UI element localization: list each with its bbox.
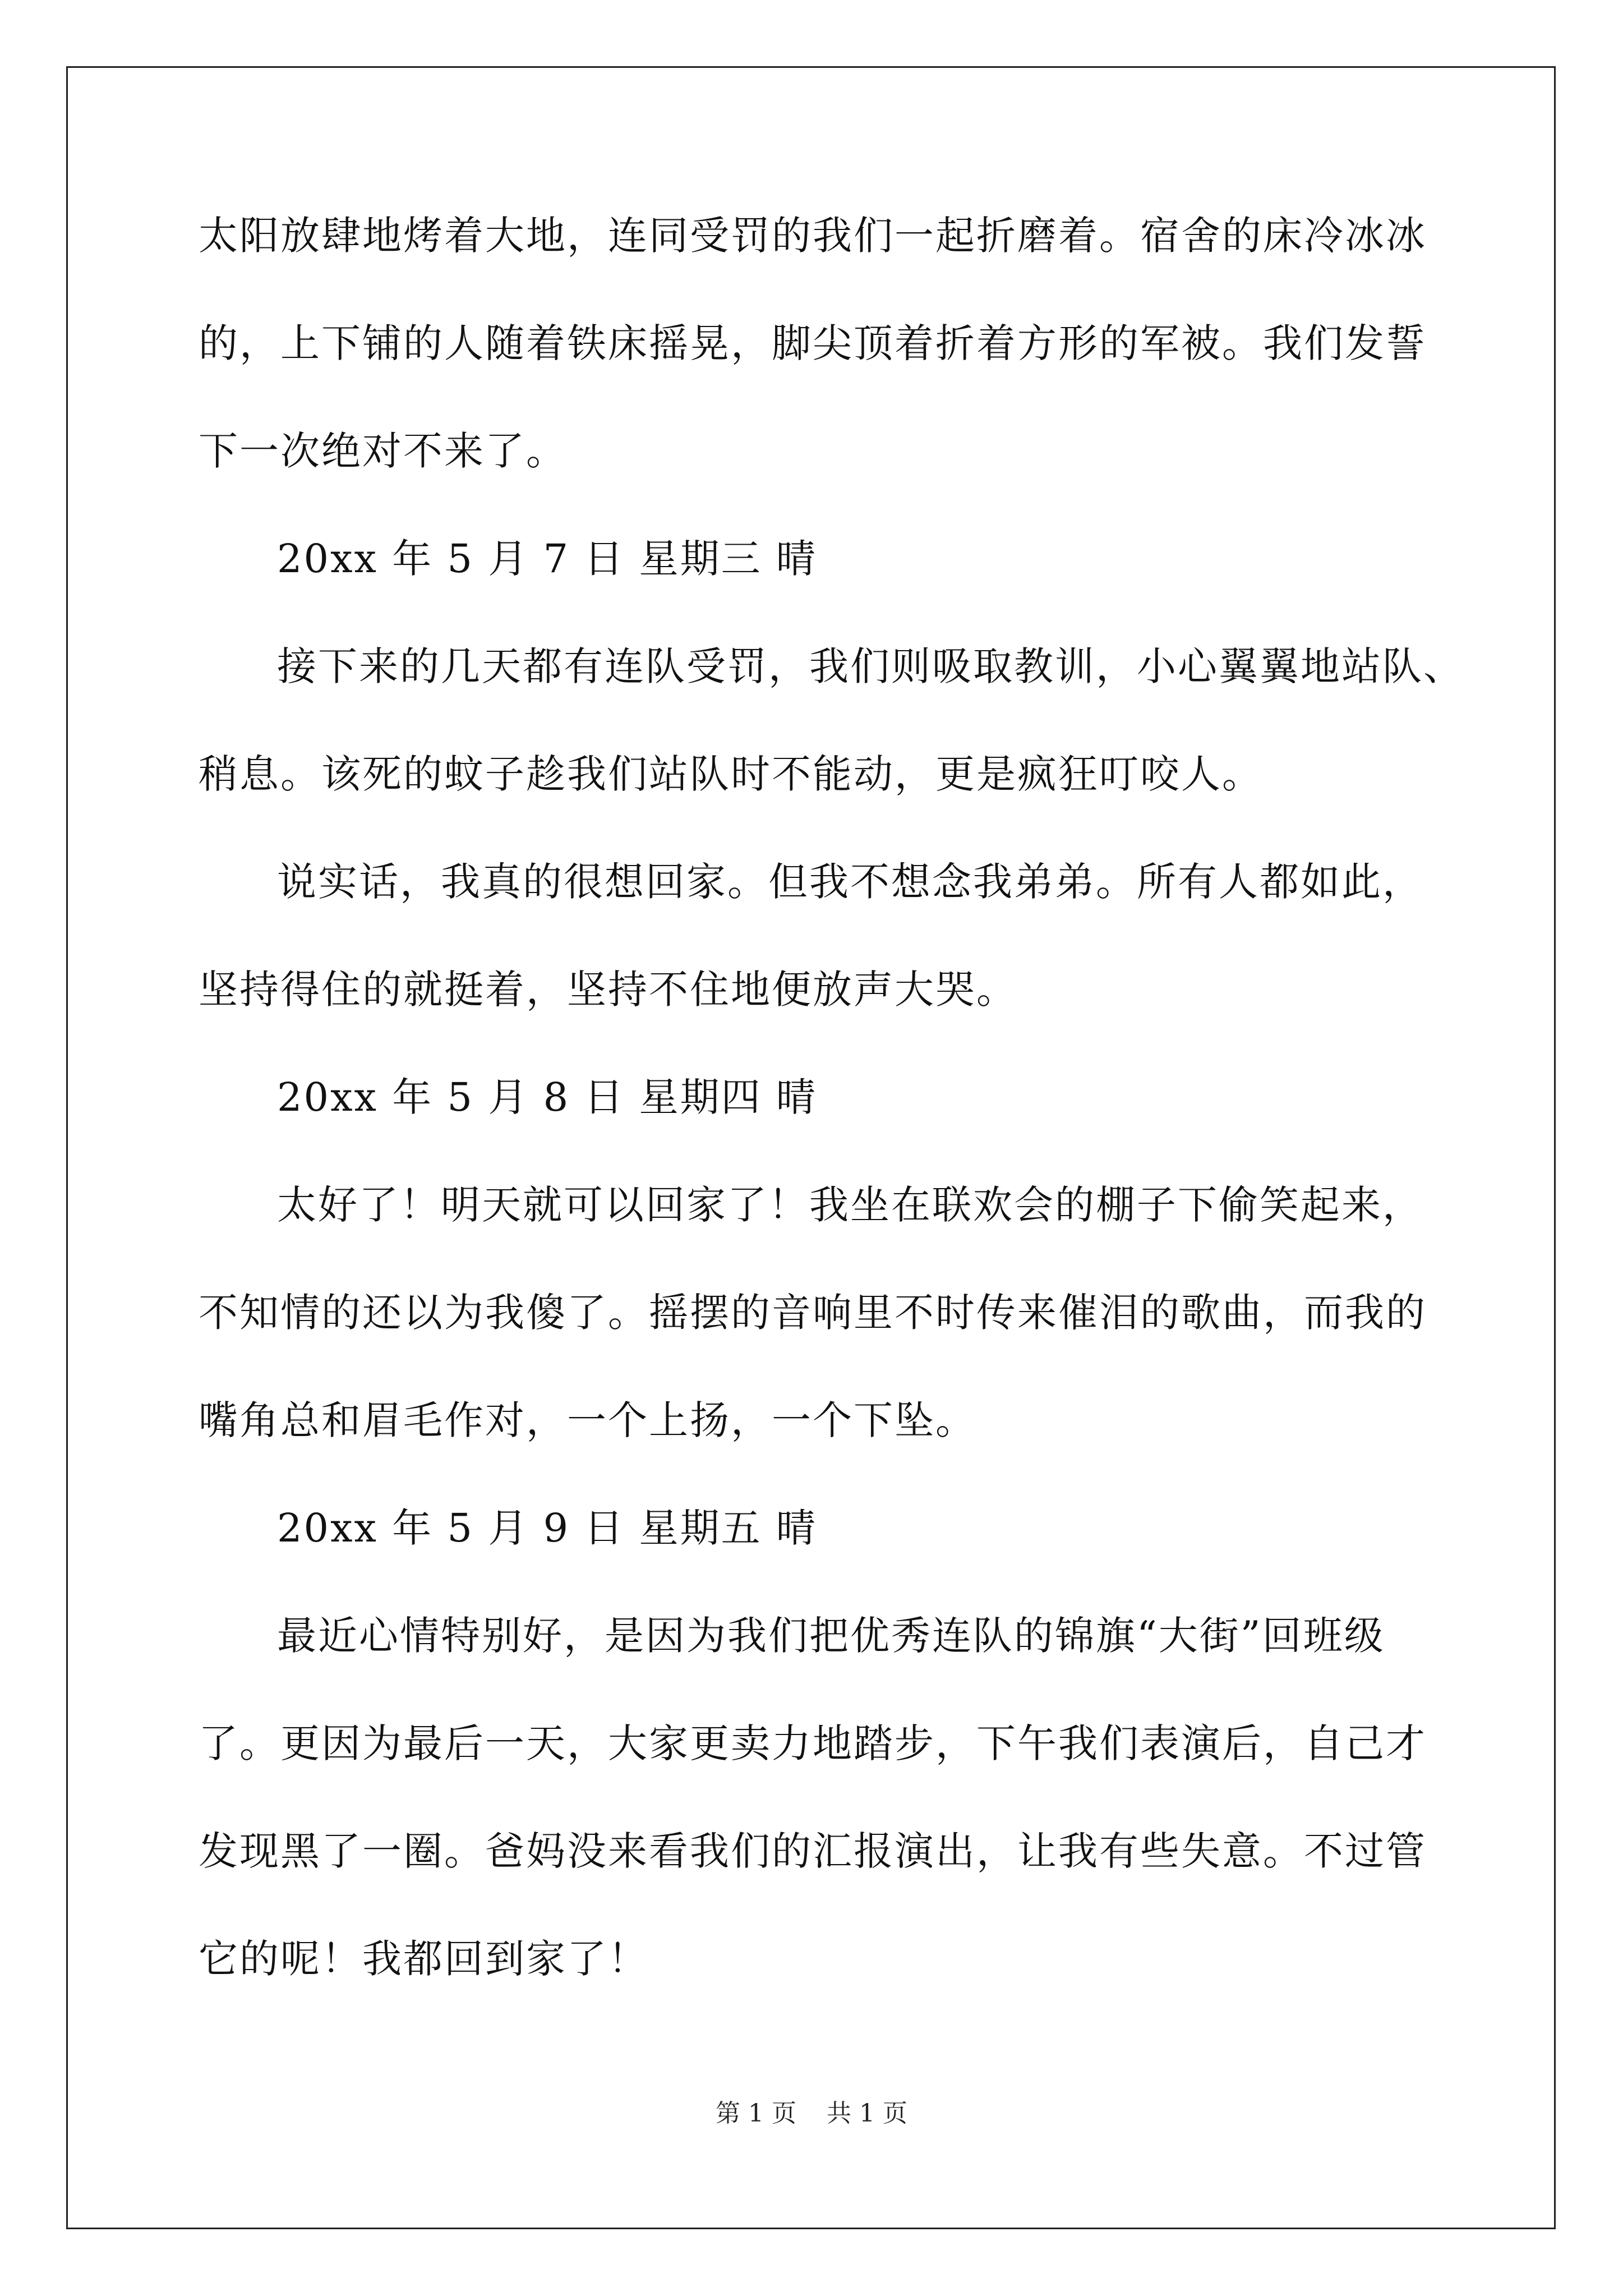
text-line: 坚持得住的就挺着，坚持不住地便放声大哭。	[199, 967, 1017, 1013]
text-line: 它的呢！我都回到家了！	[199, 1936, 649, 1982]
date-heading: 20xx 年 5 月 9 日 星期五 晴	[277, 1505, 817, 1551]
text-line: 最近心情特别好，是因为我们把优秀连队的锦旗“大街”回班级	[277, 1613, 1385, 1659]
document-body	[199, 209, 1464, 2040]
text-line: 说实话，我真的很想回家。但我不想念我弟弟。所有人都如此，	[277, 859, 1423, 905]
text-line: 接下来的几天都有连队受罚，我们则吸取教训，小心翼翼地站队、	[277, 643, 1464, 689]
date-heading: 20xx 年 5 月 8 日 星期四 晴	[277, 1074, 817, 1120]
page-footer	[0, 2098, 1623, 2129]
text-line: 的，上下铺的人随着铁床摇晃，脚尖顶着折着方形的军被。我们发誓	[199, 320, 1427, 366]
page-number-total: 共 1 页	[827, 2099, 907, 2128]
text-line: 嘴角总和眉毛作对，一个上扬，一个下坠。	[199, 1397, 976, 1443]
text-line: 太阳放肆地烤着大地，连同受罚的我们一起折磨着。宿舍的床冷冰冰	[199, 213, 1427, 259]
text-line: 太好了！明天就可以回家了！我坐在联欢会的棚子下偷笑起来，	[277, 1182, 1423, 1228]
text-line: 下一次绝对不来了。	[199, 428, 567, 474]
page-number-current: 第 1 页	[716, 2099, 796, 2128]
text-line: 稍息。该死的蚊子趁我们站队时不能动，更是疯狂叮咬人。	[199, 751, 1263, 797]
date-heading: 20xx 年 5 月 7 日 星期三 晴	[277, 536, 817, 582]
text-line: 了。更因为最后一天，大家更卖力地踏步，下午我们表演后，自己才	[199, 1720, 1427, 1766]
text-line: 不知情的还以为我傻了。摇摆的音响里不时传来催泪的歌曲，而我的	[199, 1290, 1427, 1336]
text-line: 发现黑了一圈。爸妈没来看我们的汇报演出，让我有些失意。不过管	[199, 1828, 1427, 1874]
